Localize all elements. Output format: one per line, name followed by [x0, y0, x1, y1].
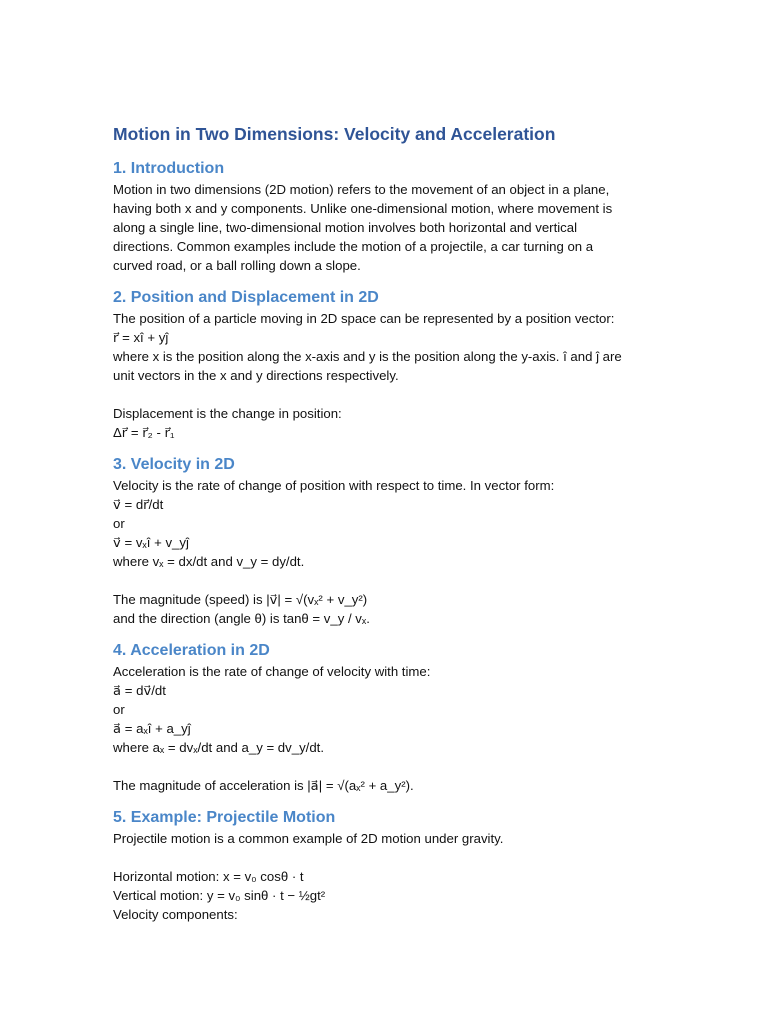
body-line: where aₓ = dvₓ/dt and a_y = dv_y/dt. — [113, 740, 324, 755]
body-line: a⃗ = dv⃗/dt — [113, 683, 166, 698]
body-line: r⃗ = xî + yĵ — [113, 330, 169, 345]
body-line: v⃗ = dr⃗/dt — [113, 497, 164, 512]
blank-line — [113, 571, 658, 590]
body-line: directions. Common examples include the motion of a projectile, a car turning on a — [113, 239, 594, 254]
document-page — [113, 122, 658, 924]
section-4 — [113, 640, 658, 795]
section-3 — [113, 454, 658, 628]
body-line: Horizontal motion: x = v₀ cosθ · t — [113, 869, 304, 884]
section-heading: 4. Acceleration in 2D — [113, 642, 270, 659]
body-line: having both x and y components. Unlike one-dimensional motion, where movement is — [113, 201, 613, 216]
section-heading: 1. Introduction — [113, 160, 225, 177]
blank-line — [113, 757, 658, 776]
body-line: along a single line, two-dimensional motion involves both horizontal and vertical — [113, 220, 578, 235]
body-line: Motion in two dimensions (2D motion) refers to the movement of an object in a plane, — [113, 182, 610, 197]
body-line: or — [113, 702, 125, 717]
body-line: where vₓ = dx/dt and v_y = dy/dt. — [113, 554, 305, 569]
section-heading: 5. Example: Projectile Motion — [113, 809, 336, 826]
blank-line — [113, 848, 658, 867]
section-heading: 3. Velocity in 2D — [113, 456, 235, 473]
body-line: v⃗ = vₓî + v_yĵ — [113, 535, 189, 550]
body-line: Displacement is the change in position: — [113, 406, 342, 421]
body-line: unit vectors in the x and y directions respectively. — [113, 368, 399, 383]
body-line: Vertical motion: y = v₀ sinθ · t − ½gt² — [113, 888, 326, 903]
section-1 — [113, 158, 658, 275]
section-5 — [113, 807, 658, 924]
body-line: The magnitude (speed) is |v⃗| = √(vₓ² + v_y²) — [113, 592, 368, 607]
body-line: and the direction (angle θ) is tanθ = v_y / vₓ. — [113, 611, 370, 626]
body-line: Velocity is the rate of change of position with respect to time. In vector form: — [113, 478, 555, 493]
section-heading: 2. Position and Displacement in 2D — [113, 289, 379, 306]
body-line: a⃗ = aₓî + a_yĵ — [113, 721, 191, 736]
body-line: or — [113, 516, 125, 531]
body-line: where x is the position along the x-axis and y is the position along the y-axis. î and ĵ are — [113, 349, 622, 364]
body-line: Δr⃗ = r⃗₂ - r⃗₁ — [113, 425, 175, 440]
document-body — [113, 158, 658, 924]
blank-line — [113, 385, 658, 404]
body-line: Acceleration is the rate of change of velocity with time: — [113, 664, 431, 679]
body-line: The magnitude of acceleration is |a⃗| = √(aₓ² + a_y²). — [113, 778, 414, 793]
body-line: Velocity components: — [113, 907, 238, 922]
body-line: curved road, or a ball rolling down a slope. — [113, 258, 361, 273]
body-line: The position of a particle moving in 2D space can be represented by a position vector: — [113, 311, 615, 326]
section-2 — [113, 287, 658, 442]
body-line: Projectile motion is a common example of 2D motion under gravity. — [113, 831, 504, 846]
document-title: Motion in Two Dimensions: Velocity and Acceleration — [113, 124, 556, 144]
